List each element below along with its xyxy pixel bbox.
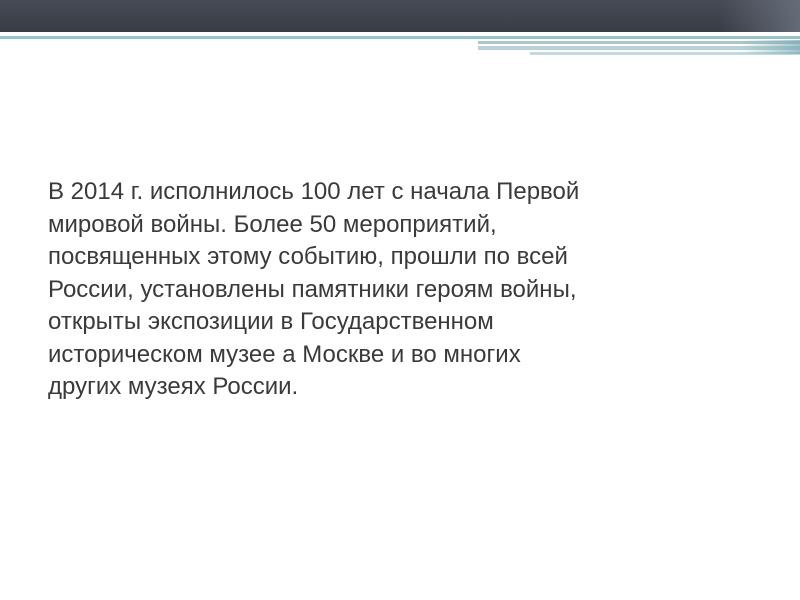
accent-line: [0, 36, 800, 39]
header-bar: [0, 0, 800, 32]
accent-stripe-glow: [740, 40, 800, 54]
slide-body-text: В 2014 г. исполнилось 100 лет с начала Первой мировой войны. Более 50 мероприятий, посвященных этому событию, прошли по всей России, установлены памятники героям войны, открыты экспозиции в Государственном историческом музее а Москве и во многих других музеях России.: [48, 178, 580, 400]
header-bar-highlight: [720, 0, 800, 32]
